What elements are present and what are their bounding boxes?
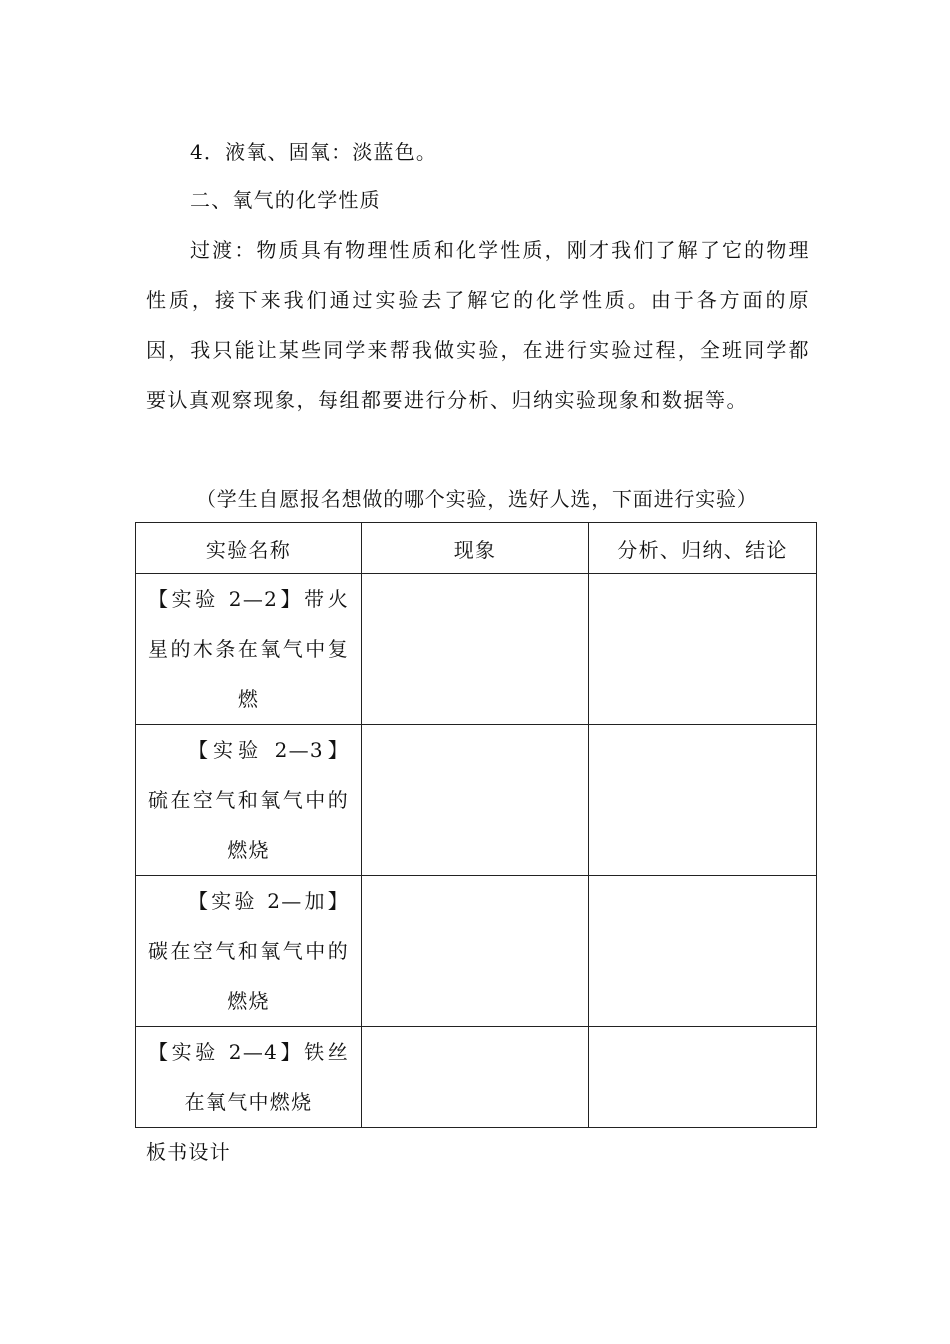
transition-paragraph: 过渡：物质具有物理性质和化学性质，刚才我们了解了它的物理性质，接下来我们通过实验去了解它的化学性质。由于各方面的原因，我只能让某些同学来帮我做实验，在进行实验过程，全班同学都要认真观察现象，每组都要进行分析、归纳实验现象和数据等。	[146, 238, 810, 412]
experiment-name-cell: 【实验 2—2】带火星的木条在氧气中复燃	[136, 574, 362, 725]
header-conclusion: 分析、归纳、结论	[589, 523, 817, 574]
conclusion-cell	[589, 574, 817, 725]
experiment-name-cell: 【实验 2—4】铁丝在氧气中燃烧	[136, 1027, 362, 1128]
phenomenon-cell	[362, 1027, 589, 1128]
note-line: （学生自愿报名想做的哪个实验，选好人选，下面进行实验）	[196, 487, 758, 511]
experiment-name-cell: 【实验 2—加】碳在空气和氧气中的燃烧	[136, 876, 362, 1027]
table-row	[136, 876, 817, 1027]
header-experiment-name: 实验名称	[136, 523, 362, 574]
conclusion-cell	[589, 876, 817, 1027]
phenomenon-cell	[362, 876, 589, 1027]
section-heading: 二、氧气的化学性质	[190, 188, 381, 212]
table-header-row	[136, 523, 817, 574]
phenomenon-cell	[362, 574, 589, 725]
table-row	[136, 574, 817, 725]
table-row	[136, 1027, 817, 1128]
list-item-4: 4．液氧、固氧：淡蓝色。	[190, 140, 438, 164]
experiment-table	[135, 522, 817, 1128]
phenomenon-cell	[362, 725, 589, 876]
board-design-heading: 板书设计	[146, 1140, 231, 1164]
table-row	[136, 725, 817, 876]
conclusion-cell	[589, 1027, 817, 1128]
conclusion-cell	[589, 725, 817, 876]
header-phenomenon: 现象	[362, 523, 589, 574]
experiment-name-cell: 【实验 2—3】硫在空气和氧气中的燃烧	[136, 725, 362, 876]
